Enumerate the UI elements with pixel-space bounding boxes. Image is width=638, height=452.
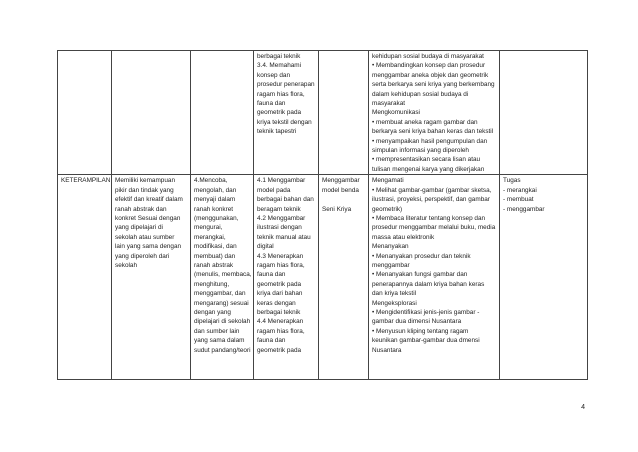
text-line: 3.4. Memahami: [257, 62, 302, 70]
text-line: geometrik pada: [257, 280, 302, 288]
text-line: menggambar, dan: [194, 290, 246, 298]
text-line: efektif dan kreatif dalam: [115, 196, 183, 204]
text-line: Mengeksplorasi: [372, 299, 417, 307]
text-line: Mengkomunikasi: [372, 109, 420, 117]
curriculum-table: [57, 50, 588, 380]
cell-aspek: [58, 175, 112, 380]
text-line: 4.3 Menerapkan: [257, 252, 304, 260]
text-line: mengarang) sesuai: [194, 299, 249, 307]
text-line: menghitung,: [194, 280, 230, 288]
cell-penilaian: [500, 175, 588, 380]
text-line: model pada: [257, 186, 291, 194]
table-row-keterampilan: [58, 175, 588, 380]
text-line: penerapannya dalam kriya bahan keras: [372, 280, 485, 288]
text-line: • membuat aneka ragam gambar dan: [372, 118, 478, 126]
cell-kompetensi: [112, 175, 191, 380]
text-line: konsep dan: [257, 71, 291, 79]
text-line: kriya dari bahan: [257, 290, 303, 298]
text-line: serta berkarya seni kriya yang berkembang: [372, 81, 495, 89]
cell-materi-continuation: [254, 51, 319, 175]
text-line: dengan yang: [194, 308, 231, 316]
text-line: Mengamati: [372, 177, 404, 185]
text-line: Nusantara: [372, 346, 402, 354]
text-line: pikir dan tindak yang: [115, 186, 174, 194]
text-line: Memiliki kemampuan: [115, 177, 176, 185]
text-line: (menulis, membaca,: [194, 271, 252, 279]
text-line: membuat) dan: [194, 252, 236, 260]
text-line: Menggambar: [322, 177, 360, 185]
text-line: ranah abstrak dan: [115, 205, 167, 213]
text-line: merangkai,: [194, 233, 226, 241]
text-line: geometrik pada: [257, 109, 302, 117]
text-line: (menggunakan,: [194, 214, 239, 222]
text-line: model benda: [322, 186, 359, 194]
text-line: mengurai,: [194, 224, 223, 232]
text-line: tulisan mengenai karya yang dikerjakan: [372, 165, 485, 173]
text-line: keunikan gambar-gambar dua dmensi: [372, 337, 480, 345]
text-line: ragam hias flora,: [257, 327, 305, 335]
cell-materi: [254, 175, 319, 380]
text-line: simpulan informasi yang diperoleh: [372, 147, 469, 155]
text-line: geometrik): [372, 205, 403, 213]
text-line: • Membaca literatur tentang konsep dan: [372, 214, 486, 222]
text-line: geometrik pada: [257, 346, 302, 354]
cell-kegiatan: [369, 175, 500, 380]
text-line: ilustrasi dengan: [257, 224, 302, 232]
text-line: sekolah atau sumber: [115, 233, 175, 241]
page-number: 4: [581, 404, 585, 411]
text-line: yang sama dalam: [194, 337, 245, 345]
text-line: berkarya seni kriya bahan keras dan tekstil: [372, 128, 494, 136]
text-line: massa atau elektronik: [372, 233, 435, 241]
cell-pokok-empty: [319, 51, 369, 175]
text-line: kehidupan sosial budaya di masyarakat: [372, 53, 484, 60]
text-line: • mempresentasikan secara lisan atau: [372, 156, 481, 164]
text-line: digital: [257, 243, 274, 251]
text-line: Seni Kriya: [322, 205, 352, 213]
table-row-continuation: [58, 51, 588, 175]
text-line: ilustrasi, proyeksi, perspektif, dan gambar: [372, 196, 490, 204]
text-line: • Melihat gambar-gambar (gambar sketsa,: [372, 186, 492, 194]
text-line: • Membandingkan konsep dan prosedur: [372, 62, 486, 70]
text-line: • Mengidentifikasi jenis-jenis gambar -: [372, 308, 480, 316]
text-line: menggambar: [372, 261, 410, 269]
cell-aspek-empty: [58, 51, 112, 175]
text-line: ranah konkret: [194, 205, 234, 213]
cell-penilaian-empty: [500, 51, 588, 175]
text-line: yang dipelajari di: [115, 224, 163, 232]
text-line: • Menyusun kliping tentang ragam: [372, 327, 469, 335]
text-line: • menyampaikan hasil pengumpulan dan: [372, 137, 488, 145]
cell-kd: [191, 175, 254, 380]
text-line: dan kriya tekstil: [372, 290, 417, 298]
text-line: gambar dua dimensi Nusantara: [372, 318, 462, 326]
text-line: 4.2 Menggambar: [257, 214, 306, 222]
text-line: dalam kehidupan sosial budaya di: [372, 90, 469, 98]
text-line: • Menanyakan fungsi gambar dan: [372, 271, 468, 279]
text-line: ranah abstrak: [194, 261, 234, 269]
text-line: ragam hias flora,: [257, 90, 305, 98]
text-line: • Menanyakan prosedur dan teknik: [372, 252, 471, 260]
text-line: menggambar aneka objek dan geometrik: [372, 71, 489, 79]
text-line: berbagai teknik: [257, 53, 301, 60]
text-line: kriya tekstil dengan: [257, 118, 312, 126]
text-line: keras dengan: [257, 299, 296, 307]
text-line: teknik manual atau: [257, 233, 311, 241]
text-line: prosedur penerapan: [257, 81, 315, 89]
cell-kd-empty: [191, 51, 254, 175]
text-line: mengolah, dan: [194, 186, 237, 194]
text-line: 4.1 Menggambar: [257, 177, 306, 185]
text-line: - merangkai: [503, 186, 537, 194]
cell-kompetensi-empty: [112, 51, 191, 175]
text-line: dan sumber lain: [194, 327, 240, 335]
text-line: 4.4 Menerapkan: [257, 318, 304, 326]
text-line: fauna dan: [257, 271, 286, 279]
text-line: sudut pandang/teori: [194, 346, 251, 354]
text-line: dipelajari di sekolah: [194, 318, 251, 326]
cell-kegiatan-continuation: [369, 51, 500, 175]
text-line: Menanyakan: [372, 243, 409, 251]
aspek-label: KETERAMPILAN: [61, 177, 111, 185]
text-line: teknik tapestri: [257, 128, 297, 136]
text-line: 4.Mencoba,: [194, 177, 228, 185]
text-line: - membuat: [503, 196, 534, 204]
text-line: fauna dan: [257, 337, 286, 345]
text-line: yang diperoleh dari: [115, 252, 170, 260]
text-line: ragam hias flora,: [257, 261, 305, 269]
text-line: prosedur menggambar melalui buku, media: [372, 224, 496, 232]
text-line: sekolah: [115, 261, 138, 269]
text-line: berbagai bahan dan: [257, 196, 314, 204]
text-line: beragam teknik: [257, 205, 301, 213]
text-line: berbagai teknik: [257, 308, 301, 316]
text-line: [322, 195, 365, 204]
text-line: masyarakat: [372, 100, 406, 108]
text-line: menyaji dalam: [194, 196, 236, 204]
text-line: lain yang sama dengan: [115, 243, 182, 251]
text-line: fauna dan: [257, 100, 286, 108]
text-line: konkret Sesuai dengan: [115, 214, 181, 222]
text-line: modifikasi, dan: [194, 243, 237, 251]
cell-pokok: [319, 175, 369, 380]
text-line: Tugas: [503, 177, 521, 185]
text-line: - menggambar: [503, 205, 545, 213]
